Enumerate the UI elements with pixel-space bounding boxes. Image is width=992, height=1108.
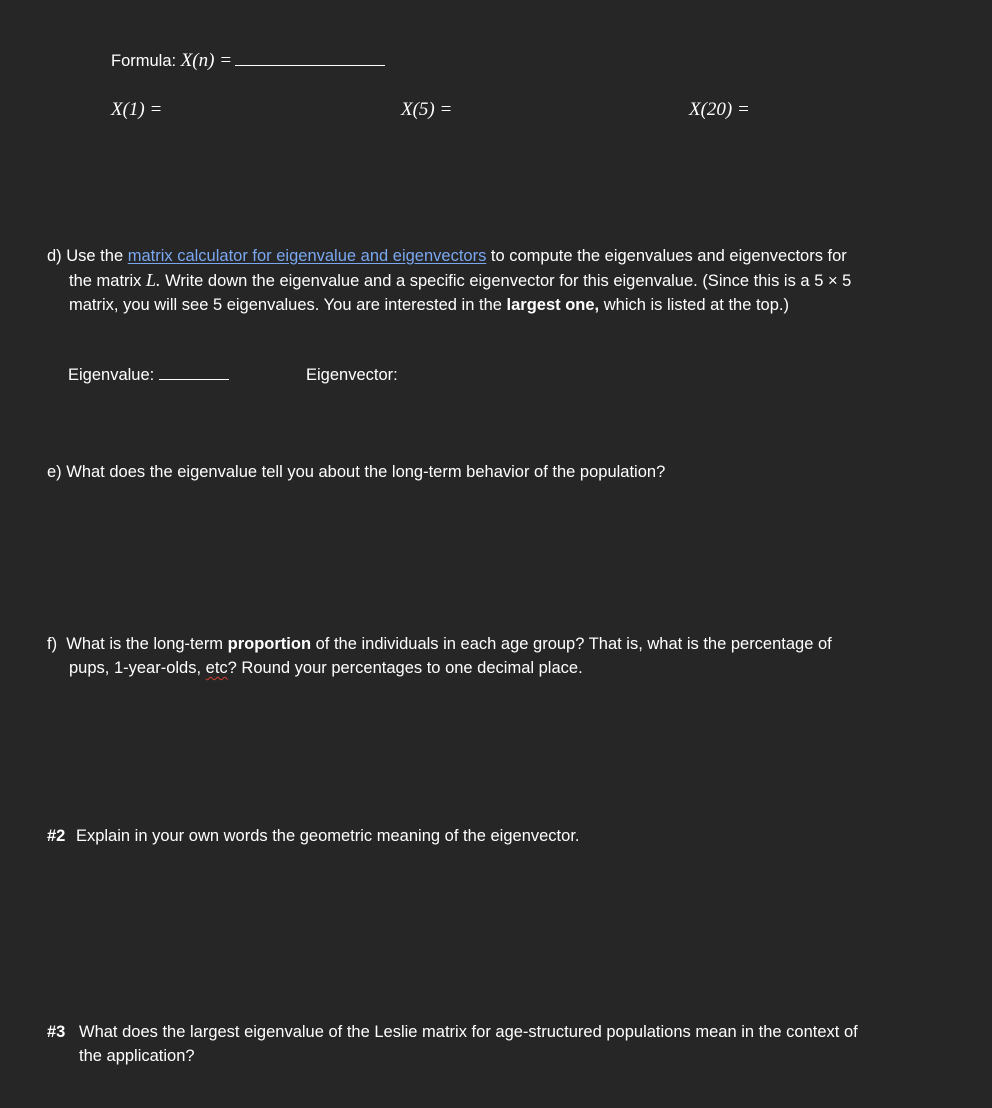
question-2-text: Explain in your own words the geometric meaning of the eigenvector.	[75, 827, 580, 845]
question-3-number: #3	[47, 1023, 66, 1041]
eigenvalue-answer-blank[interactable]	[159, 379, 229, 380]
x1-label: X(1) =	[111, 99, 163, 120]
part-d-line2: the matrix L. Write down the eigenvalue and a specific eigenvector for this eigenvalue. (Since this is a 5 × 5	[69, 270, 852, 290]
formula-label: Formula:	[111, 52, 177, 70]
eigenvalue-label: Eigenvalue:	[68, 366, 155, 384]
matrix-symbol: L.	[146, 270, 161, 290]
formula-lhs: X(n) =	[180, 50, 233, 71]
part-f-question	[47, 632, 967, 680]
eigen-calculator-link[interactable]: matrix calculator for eigenvalue and eigenvectors	[127, 247, 487, 265]
spellcheck-etc: etc	[205, 659, 228, 677]
part-d-question	[47, 244, 967, 317]
eigenvalue-row	[68, 366, 229, 385]
question-3-line1: What does the largest eigenvalue of the Leslie matrix for age-structured populations mean in the context of	[79, 1023, 858, 1041]
question-2	[47, 827, 580, 846]
part-d-line3: matrix, you will see 5 eigenvalues. You are interested in the largest one, which is listed at the top.)	[69, 296, 789, 314]
part-f-line2: pups, 1-year-olds, etc? Round your percentages to one decimal place.	[69, 659, 583, 677]
part-f-line1: f) What is the long-term proportion of the individuals in each age group? That is, what is the percentage of	[47, 635, 832, 653]
formula-answer-blank[interactable]	[235, 65, 385, 66]
eigenvector-label: Eigenvector:	[306, 366, 398, 384]
x20-label: X(20) =	[689, 99, 750, 120]
x5-label: X(5) =	[401, 99, 453, 120]
question-2-number: #2	[47, 827, 66, 845]
part-e-question: e) What does the eigenvalue tell you about the long-term behavior of the population?	[47, 463, 666, 481]
question-3	[47, 1020, 967, 1068]
question-3-line2: the application?	[79, 1047, 195, 1065]
part-d-line1: d) Use the matrix calculator for eigenvalue and eigenvectors to compute the eigenvalues and eigenvectors for	[47, 247, 847, 265]
formula-row	[111, 50, 385, 72]
